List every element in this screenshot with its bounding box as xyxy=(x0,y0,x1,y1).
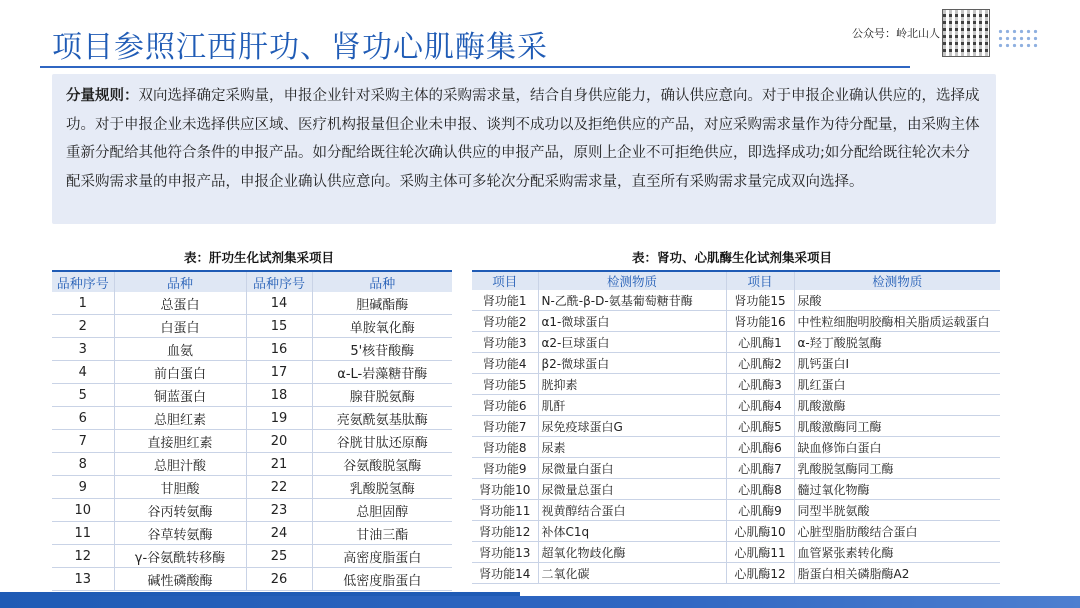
table-header-row xyxy=(52,271,452,292)
table-cell: 7 xyxy=(52,430,114,453)
table-cell: 总胆汁酸 xyxy=(114,453,246,476)
table-row xyxy=(472,416,1000,437)
table-cell: 谷草转氨酶 xyxy=(114,522,246,545)
table-cell: β2-微球蛋白 xyxy=(538,353,726,374)
table-cell: 肾功能6 xyxy=(472,395,538,416)
table-cell: 胆碱酯酶 xyxy=(312,292,452,315)
table-cell: 9 xyxy=(52,476,114,499)
table-cell: 肾功能8 xyxy=(472,437,538,458)
table-cell: 心脏型脂肪酸结合蛋白 xyxy=(794,521,1000,542)
table-cell: 12 xyxy=(52,545,114,568)
table-row xyxy=(472,563,1000,584)
table-cell: 低密度脂蛋白 xyxy=(312,568,452,591)
table-cell: 26 xyxy=(246,568,312,591)
table-cell: 14 xyxy=(246,292,312,315)
table-cell: 谷胱甘肽还原酶 xyxy=(312,430,452,453)
table-cell: 心肌酶10 xyxy=(726,521,794,542)
table-cell: 21 xyxy=(246,453,312,476)
table-cell: 2 xyxy=(52,315,114,338)
table-cell: 肌酐 xyxy=(538,395,726,416)
table-cell: α1-微球蛋白 xyxy=(538,311,726,332)
table-cell: 心肌酶4 xyxy=(726,395,794,416)
table-cell: 同型半胱氨酸 xyxy=(794,500,1000,521)
table-cell: 心肌酶6 xyxy=(726,437,794,458)
table-cell: 直接胆红素 xyxy=(114,430,246,453)
table-cell: 心肌酶1 xyxy=(726,332,794,353)
table-row xyxy=(52,407,452,430)
table-header-row xyxy=(472,271,1000,290)
table-cell: 5'核苷酸酶 xyxy=(312,338,452,361)
table-row xyxy=(52,522,452,545)
table-cell: 总胆固醇 xyxy=(312,499,452,522)
table-cell: 肾功能3 xyxy=(472,332,538,353)
table-cell: 亮氨酰氨基肽酶 xyxy=(312,407,452,430)
table-row xyxy=(52,453,452,476)
table-cell: 铜蓝蛋白 xyxy=(114,384,246,407)
table-cell: 前白蛋白 xyxy=(114,361,246,384)
table-cell: 总胆红素 xyxy=(114,407,246,430)
table-row xyxy=(52,545,452,568)
column-header: 项目 xyxy=(726,271,794,290)
table-cell: 肌酸激酶 xyxy=(794,395,1000,416)
table-cell: 中性粒细胞明胶酶相关脂质运载蛋白 xyxy=(794,311,1000,332)
table-cell: 肾功能16 xyxy=(726,311,794,332)
dot-grid-decoration xyxy=(997,28,1039,48)
table-row xyxy=(472,437,1000,458)
table-cell: 谷丙转氨酶 xyxy=(114,499,246,522)
table-row xyxy=(472,500,1000,521)
column-header: 项目 xyxy=(472,271,538,290)
table-row xyxy=(52,430,452,453)
table-cell: 心肌酶9 xyxy=(726,500,794,521)
table-cell: 脂蛋白相关磷脂酶A2 xyxy=(794,563,1000,584)
table-row xyxy=(52,476,452,499)
table-row xyxy=(472,542,1000,563)
title-underline xyxy=(40,66,910,68)
table-row xyxy=(472,479,1000,500)
table-cell: 肌钙蛋白I xyxy=(794,353,1000,374)
table-cell: 肾功能13 xyxy=(472,542,538,563)
table-cell: α2-巨球蛋白 xyxy=(538,332,726,353)
table-cell: 3 xyxy=(52,338,114,361)
table-cell: 24 xyxy=(246,522,312,545)
table-cell: γ-谷氨酰转移酶 xyxy=(114,545,246,568)
table-cell: 22 xyxy=(246,476,312,499)
table-row xyxy=(472,311,1000,332)
account-label: 公众号：岭北山人 xyxy=(852,27,940,40)
table-row xyxy=(52,338,452,361)
table-cell: 尿素 xyxy=(538,437,726,458)
table-cell: 心肌酶12 xyxy=(726,563,794,584)
table-cell: 尿微量总蛋白 xyxy=(538,479,726,500)
table-cell: 血管紧张素转化酶 xyxy=(794,542,1000,563)
table-cell: 11 xyxy=(52,522,114,545)
column-header: 品种 xyxy=(312,271,452,292)
table-row xyxy=(52,384,452,407)
table-cell: 15 xyxy=(246,315,312,338)
table-cell: 心肌酶2 xyxy=(726,353,794,374)
table-cell: 总蛋白 xyxy=(114,292,246,315)
table-cell: 视黄醇结合蛋白 xyxy=(538,500,726,521)
table-cell: 17 xyxy=(246,361,312,384)
table-cell: 髓过氧化物酶 xyxy=(794,479,1000,500)
table-row xyxy=(472,458,1000,479)
table-cell: 心肌酶8 xyxy=(726,479,794,500)
table-cell: 心肌酶7 xyxy=(726,458,794,479)
table-cell: 乳酸脱氢酶 xyxy=(312,476,452,499)
footer-bar xyxy=(0,596,1080,608)
table-cell: 肌酸激酶同工酶 xyxy=(794,416,1000,437)
table-row xyxy=(52,361,452,384)
kidney-table-body xyxy=(472,290,1000,584)
table-cell: 肾功能15 xyxy=(726,290,794,311)
table-cell: α-羟丁酸脱氢酶 xyxy=(794,332,1000,353)
table-cell: 尿酸 xyxy=(794,290,1000,311)
table-cell: α-L-岩藻糖苷酶 xyxy=(312,361,452,384)
table-row xyxy=(472,332,1000,353)
table-cell: 肾功能2 xyxy=(472,311,538,332)
table-cell: N-乙酰-β-D-氨基葡萄糖苷酶 xyxy=(538,290,726,311)
table-row xyxy=(52,568,452,591)
table-cell: 肾功能4 xyxy=(472,353,538,374)
table-cell: 心肌酶3 xyxy=(726,374,794,395)
table-cell: 二氧化碳 xyxy=(538,563,726,584)
table-cell: 肾功能14 xyxy=(472,563,538,584)
table-cell: 10 xyxy=(52,499,114,522)
kidney-heart-enzyme-table xyxy=(472,270,1000,584)
table-cell: 尿免疫球蛋白G xyxy=(538,416,726,437)
table-cell: 1 xyxy=(52,292,114,315)
table-cell: 腺苷脱氨酶 xyxy=(312,384,452,407)
table-row xyxy=(472,374,1000,395)
kidney-table-title: 表：肾功、心肌酶生化试剂集采项目 xyxy=(632,250,833,265)
table-cell: 心肌酶11 xyxy=(726,542,794,563)
column-header: 检测物质 xyxy=(794,271,1000,290)
rules-label: 分量规则： xyxy=(66,88,139,104)
table-cell: 肾功能5 xyxy=(472,374,538,395)
table-cell: 13 xyxy=(52,568,114,591)
table-cell: 肌红蛋白 xyxy=(794,374,1000,395)
table-cell: 心肌酶5 xyxy=(726,416,794,437)
table-cell: 乳酸脱氢酶同工酶 xyxy=(794,458,1000,479)
table-cell: 25 xyxy=(246,545,312,568)
table-row xyxy=(472,521,1000,542)
table-cell: 缺血修饰白蛋白 xyxy=(794,437,1000,458)
allocation-rules-box xyxy=(52,74,996,224)
column-header: 品种序号 xyxy=(52,271,114,292)
qr-code-icon xyxy=(942,9,990,57)
table-cell: 超氧化物歧化酶 xyxy=(538,542,726,563)
table-cell: 高密度脂蛋白 xyxy=(312,545,452,568)
table-cell: 谷氨酸脱氢酶 xyxy=(312,453,452,476)
table-cell: 18 xyxy=(246,384,312,407)
table-cell: 碱性磷酸酶 xyxy=(114,568,246,591)
column-header: 检测物质 xyxy=(538,271,726,290)
page-title: 项目参照江西肝功、肾功心肌酶集采 xyxy=(52,30,548,65)
rules-text: 双向选择确定采购量，申报企业针对采购主体的采购需求量，结合自身供应能力，确认供应意向。对于申报企业确认供应的，选择成功。对于申报企业未选择供应区域、医疗机构报量但企业未申报、谈判不成功以及拒绝供应的产品，对应采购需求量作为待分配量，由采购主体重新分配给其他符合条件的申报产品。如分配给既往轮次确认供应的申报产品，原则上企业不可拒绝供应，即选择成功;如分配给既往轮次未分配采购需求量的申报产品，申报企业确认供应意向。采购主体可多轮次分配采购需求量，直至所有采购需求量完成双向选择。 xyxy=(66,88,980,190)
table-row xyxy=(52,315,452,338)
liver-table-title: 表：肝功生化试剂集采项目 xyxy=(184,250,335,265)
table-row xyxy=(472,290,1000,311)
column-header: 品种 xyxy=(114,271,246,292)
liver-function-table xyxy=(52,270,452,591)
table-cell: 肾功能10 xyxy=(472,479,538,500)
liver-table-body xyxy=(52,292,452,591)
table-cell: 4 xyxy=(52,361,114,384)
table-row xyxy=(472,353,1000,374)
table-cell: 19 xyxy=(246,407,312,430)
table-cell: 胱抑素 xyxy=(538,374,726,395)
table-cell: 6 xyxy=(52,407,114,430)
table-cell: 23 xyxy=(246,499,312,522)
table-cell: 肾功能9 xyxy=(472,458,538,479)
table-cell: 5 xyxy=(52,384,114,407)
table-cell: 肾功能12 xyxy=(472,521,538,542)
table-cell: 8 xyxy=(52,453,114,476)
table-row xyxy=(52,499,452,522)
table-row xyxy=(472,395,1000,416)
table-cell: 白蛋白 xyxy=(114,315,246,338)
table-cell: 20 xyxy=(246,430,312,453)
table-cell: 尿微量白蛋白 xyxy=(538,458,726,479)
table-cell: 单胺氧化酶 xyxy=(312,315,452,338)
table-row xyxy=(52,292,452,315)
table-cell: 甘胆酸 xyxy=(114,476,246,499)
table-cell: 补体C1q xyxy=(538,521,726,542)
table-cell: 肾功能1 xyxy=(472,290,538,311)
table-cell: 血氨 xyxy=(114,338,246,361)
table-cell: 肾功能11 xyxy=(472,500,538,521)
table-cell: 16 xyxy=(246,338,312,361)
table-cell: 肾功能7 xyxy=(472,416,538,437)
column-header: 品种序号 xyxy=(246,271,312,292)
table-cell: 甘油三酯 xyxy=(312,522,452,545)
